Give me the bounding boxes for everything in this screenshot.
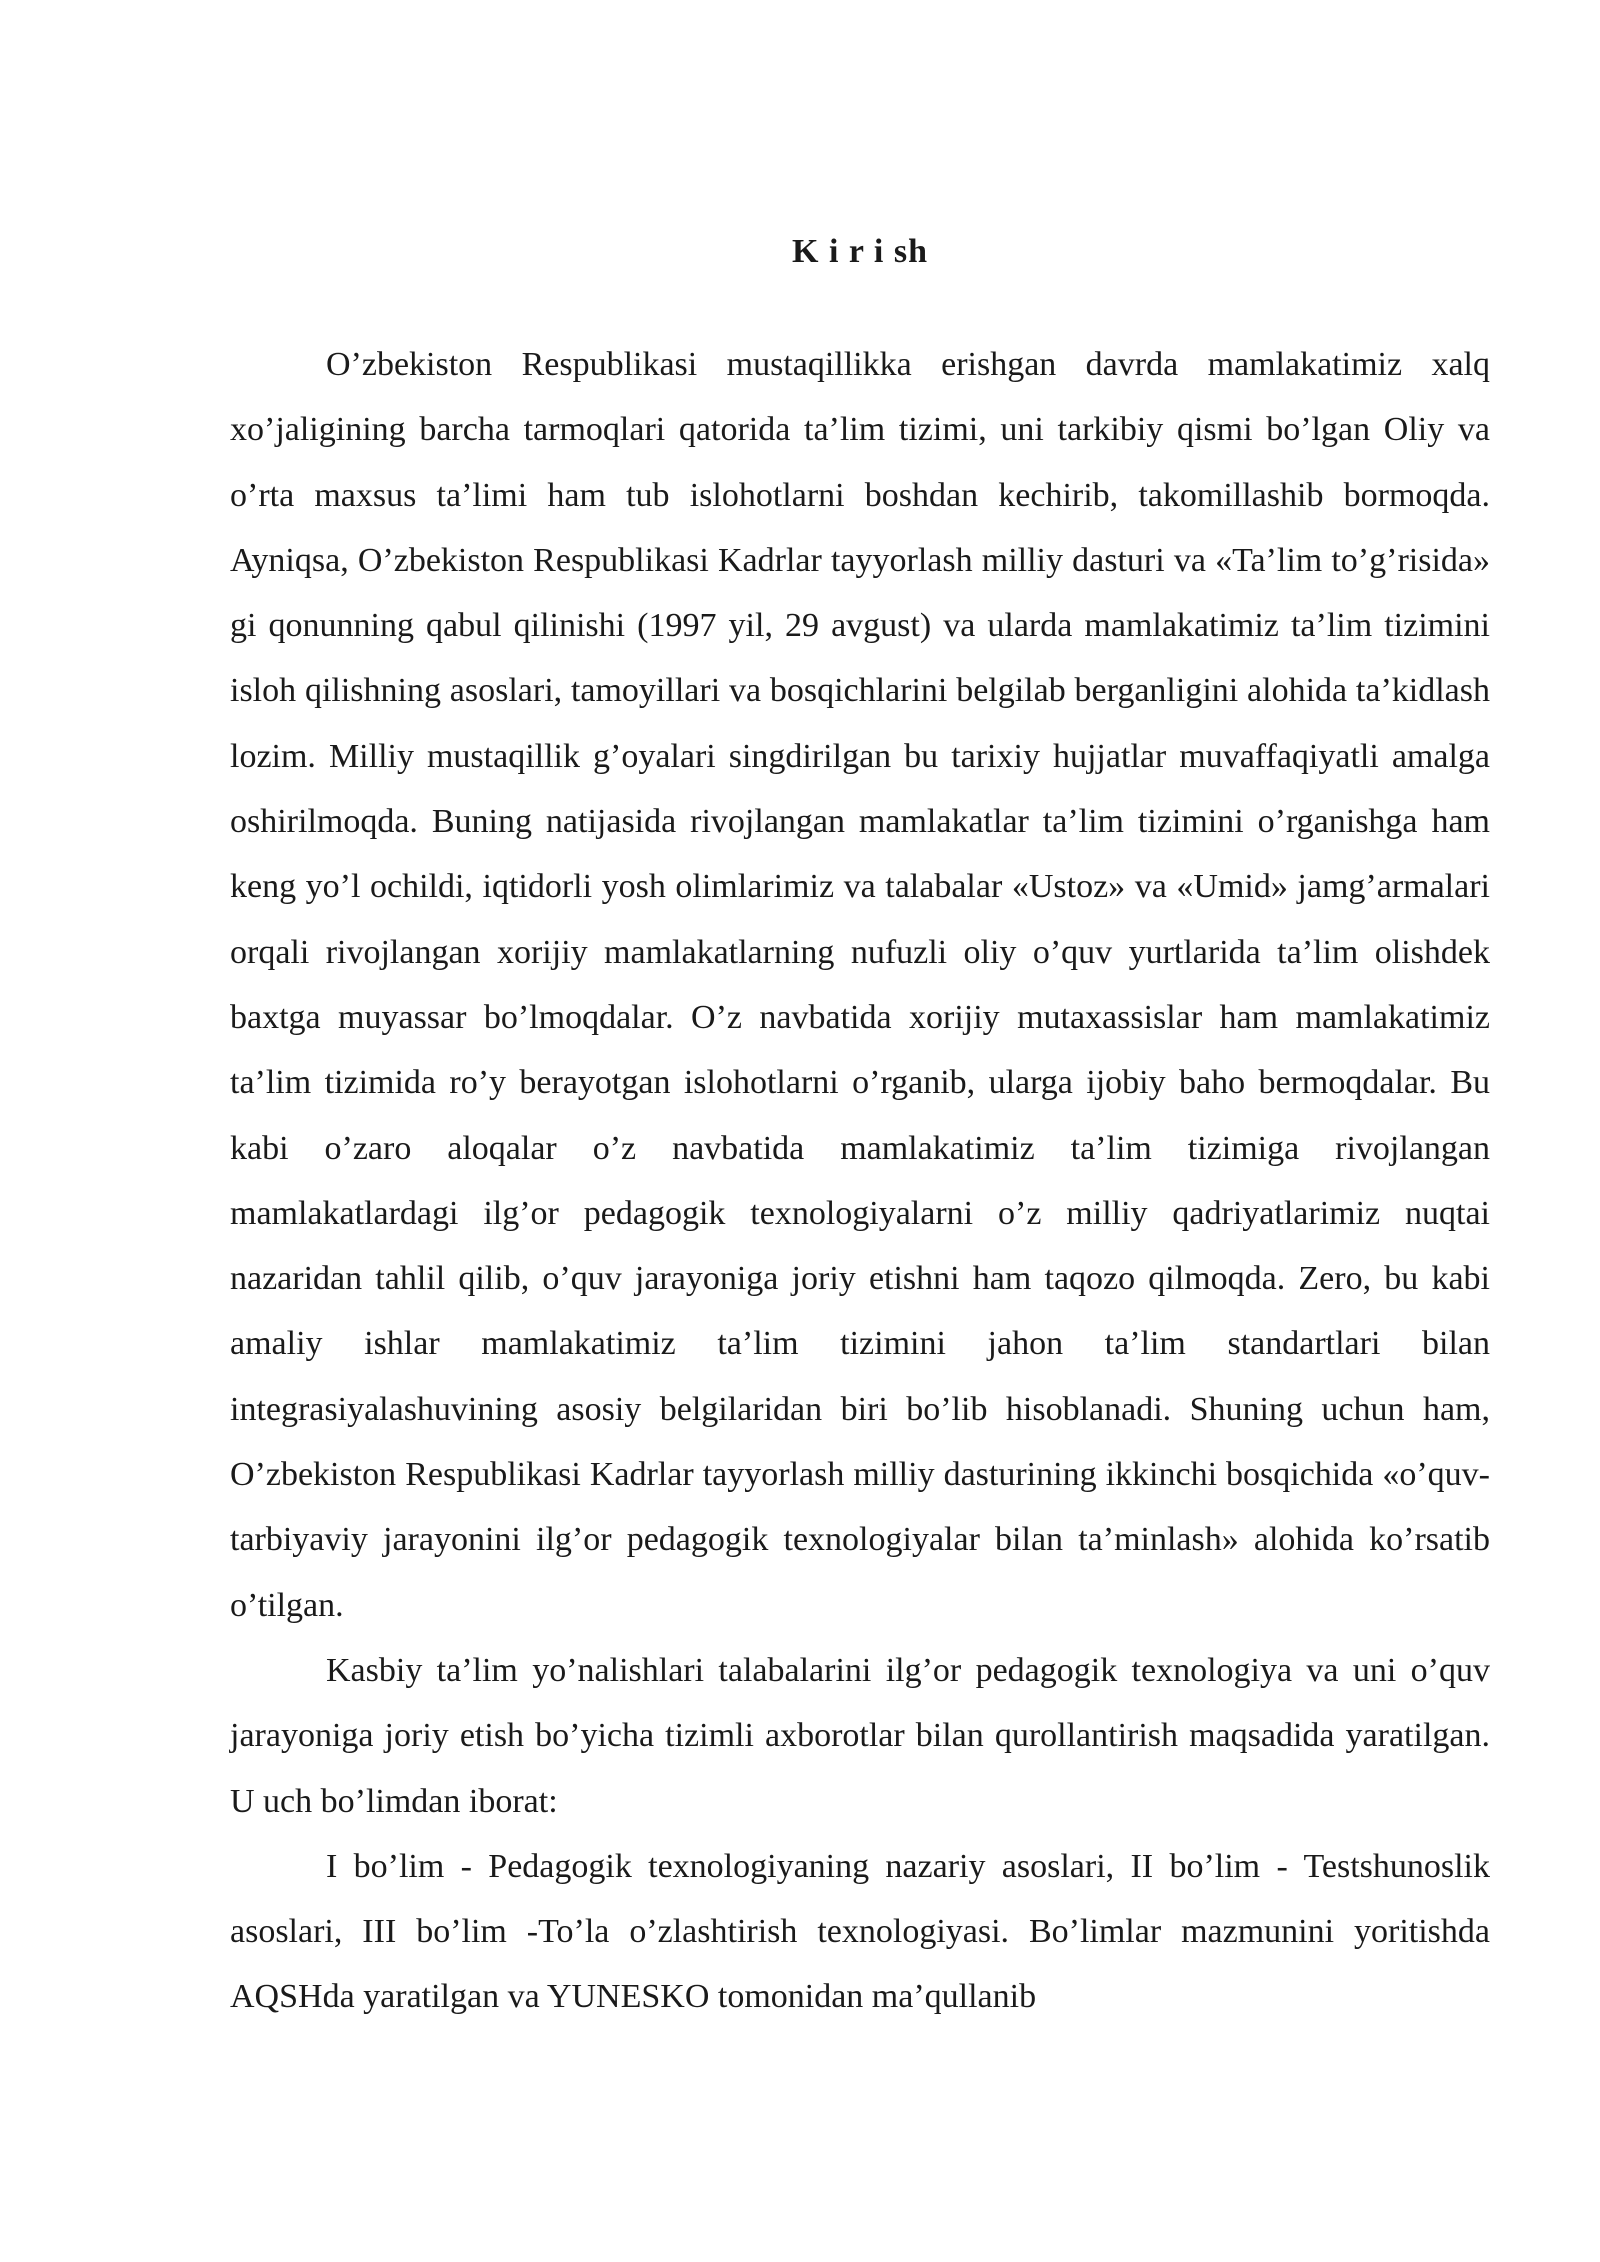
paragraph-purpose: Kasbiy ta’lim yo’nalishlari talabalarini ilg’or pedagogik texnologiya va uni o’quv jarayoniga joriy etish bo’yicha tizimli axborotlar bilan qurollantirish maqsadida yaratilgan. U uch bo’limdan iborat: bbox=[230, 1651, 1490, 1820]
paragraph-introduction: O’zbekiston Respublikasi mustaqillikka erishgan davrda mamlakatimiz xalq xo’jaligining barcha tarmoqlari qatorida ta’lim tizimi, uni tarkibiy qismi bo’lgan Oliy va o’rta maxsus ta’limi ham tub islohotlarni boshdan kechirib, takomillashib bormoqda. Ayniqsa, O’zbekiston Respublikasi Kadrlar tayyorlash milliy dasturi va «Ta’lim to’g’risida» gi qonunning qabul qilinishi (1997 yil, 29 avgust) va ularda mamlakatimiz ta’lim tizimini isloh qilishning asoslari, tamoyillari va bosqichlarini belgilab berganligini alohida ta’kidlash lozim. Milliy mustaqillik g’oyalari singdirilgan bu tarixiy hujjatlar muvaffaqiyatli amalga oshirilmoqda. Buning natijasida rivojlangan mamlakatlar ta’lim tizimini o’rganishga ham keng yo’l ochildi, iqtidorli yosh olimlarimiz va talabalar «Ustoz» va «Umid» jamg’armalari orqali rivojlangan xorijiy mamlakatlarning nufuzli oliy o’quv yurtlarida ta’lim olishdek baxtga muyassar bo’lmoqdalar. O’z navbatida xorijiy mutaxassislar ham mamlakatimiz ta’lim tizimida ro’y berayotgan islohotlarni o’rganib, ularga ijobiy baho bermoqdalar. Bu kabi o’zaro aloqalar o’z navbatida mamlakatimiz ta’lim tizimiga rivojlangan mamlakatlardagi ilg’or pedagogik texnologiyalarni o’z milliy qadriyatlarimiz nuqtai nazaridan tahlil qilib, o’quv jarayoniga joriy etishni ham taqozo qilmoqda. Zero, bu kabi amaliy ishlar mamlakatimiz ta’lim tizimini jahon ta’lim standartlari bilan integrasiyalashuvining asosiy belgilaridan biri bo’lib hisoblanadi. Shuning uchun ham, O’zbekiston Respublikasi Kadrlar tayyorlash milliy dasturining ikkinchi bosqichida «o’quv-tarbiyaviy jarayonini ilg’or pedagogik texnologiyalar bilan ta’minlash» alohida ko’rsatib o’tilgan. bbox=[230, 346, 1490, 1624]
paragraph-sections: I bo’lim - Pedagogik texnologiyaning nazariy asoslari, II bo’lim - Testshunoslik asoslari, III bo’lim -To’la o’zlashtirish texnologiyasi. Bo’limlar mazmunini yoritishda AQSHda yaratilgan va YUNESKO tomonidan ma’qullanib bbox=[230, 1847, 1490, 2016]
document-page bbox=[230, 0, 1490, 2030]
document-body bbox=[230, 332, 1490, 2030]
page-title: K i r i sh bbox=[792, 233, 928, 270]
